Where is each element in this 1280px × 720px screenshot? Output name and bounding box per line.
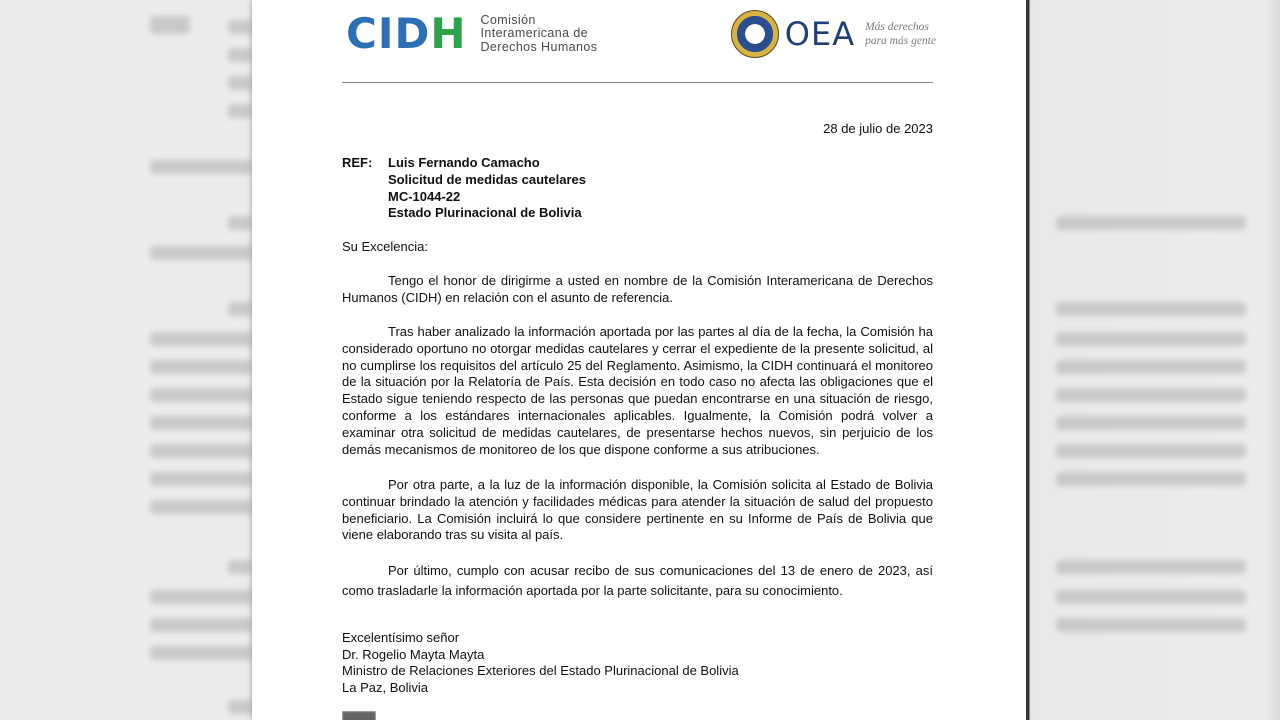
recipient-line: Ministro de Relaciones Exteriores del Estado Plurinacional de Bolivia [342,663,739,679]
header-divider [342,82,933,83]
letter-page [252,0,1026,720]
reference-line: Solicitud de medidas cautelares [388,171,586,187]
reference-line: MC-1044-22 [388,188,461,204]
reference-lines [388,155,586,222]
paragraph: Por otra parte, a la luz de la información disponible, la Comisión solicita al Estado de Bolivia continuar brindado la atención y facilidades médicas para atender la situación de salud del propuesto beneficiario. La Comisión incluirá lo que considere pertinente en su Informe de País de Bolivia que viene elaborando tras su visita al país. [342,477,933,543]
salutation: Su Excelencia: [342,239,428,254]
reference-line: Estado Plurinacional de Bolivia [388,205,582,221]
reference-line: Luis Fernando Camacho [388,155,540,170]
cidh-full-name: Comisión Interamericana de Derechos Humanos [480,12,598,54]
right-blurred-margin [1026,0,1280,720]
cidh-wordmark-accent: H [430,9,467,58]
cut-off-text [342,711,376,720]
reference-block [342,155,586,222]
reference-label: REF: [342,155,373,170]
cidh-wordmark: CIDH [346,9,467,58]
oea-seal-icon [731,10,779,58]
recipient-line: Excelentísimo señor [342,630,460,645]
left-blurred-margin [0,0,252,720]
paragraph: Por último, cumplo con acusar recibo de sus comunicaciones del 13 de enero de 2023, así como trasladarle la información aportada por la parte solicitante, para su conocimiento. [342,563,933,598]
paragraph: Tras haber analizado la información aportada por las partes al día de la fecha, la Comisión ha considerado oportuno no otorgar medidas cautelares y cerrar el expediente de la presente solicitud, al no cumplirse los requisitos del artículo 25 del Reglamento. Asimismo, la CIDH continuará el monitoreo de la situación por la Relatoría de País. Esta decisión en todo caso no afecta las obligaciones que el Estado sigue teniendo respecto de las personas que puedan encontrarse en una situación de riesgo, conforme a los estándares internacionales aplicables. Igualmente, la Comisión podrá volver a examinar otra solicitud de medidas cautelares, de presentarse hechos nuevos, sin perjuicio de los demás mecanismos de monitoreo de los que dispone conforme a sus atribuciones. [342,324,933,457]
oea-logo [731,10,936,58]
oea-tagline: Más derechos para más gente [865,21,936,47]
recipient-line: Dr. Rogelio Mayta Mayta [342,646,485,662]
recipient-block [342,630,739,696]
cidh-logo [346,9,598,58]
oea-wordmark: OEA [784,15,856,53]
letterhead [346,10,936,70]
letter-date: 28 de julio de 2023 [823,121,933,136]
paragraph: Tengo el honor de dirigirme a usted en nombre de la Comisión Interamericana de Derechos Humanos (CIDH) en relación con el asunto de referencia. [342,273,933,305]
recipient-line: La Paz, Bolivia [342,679,428,695]
